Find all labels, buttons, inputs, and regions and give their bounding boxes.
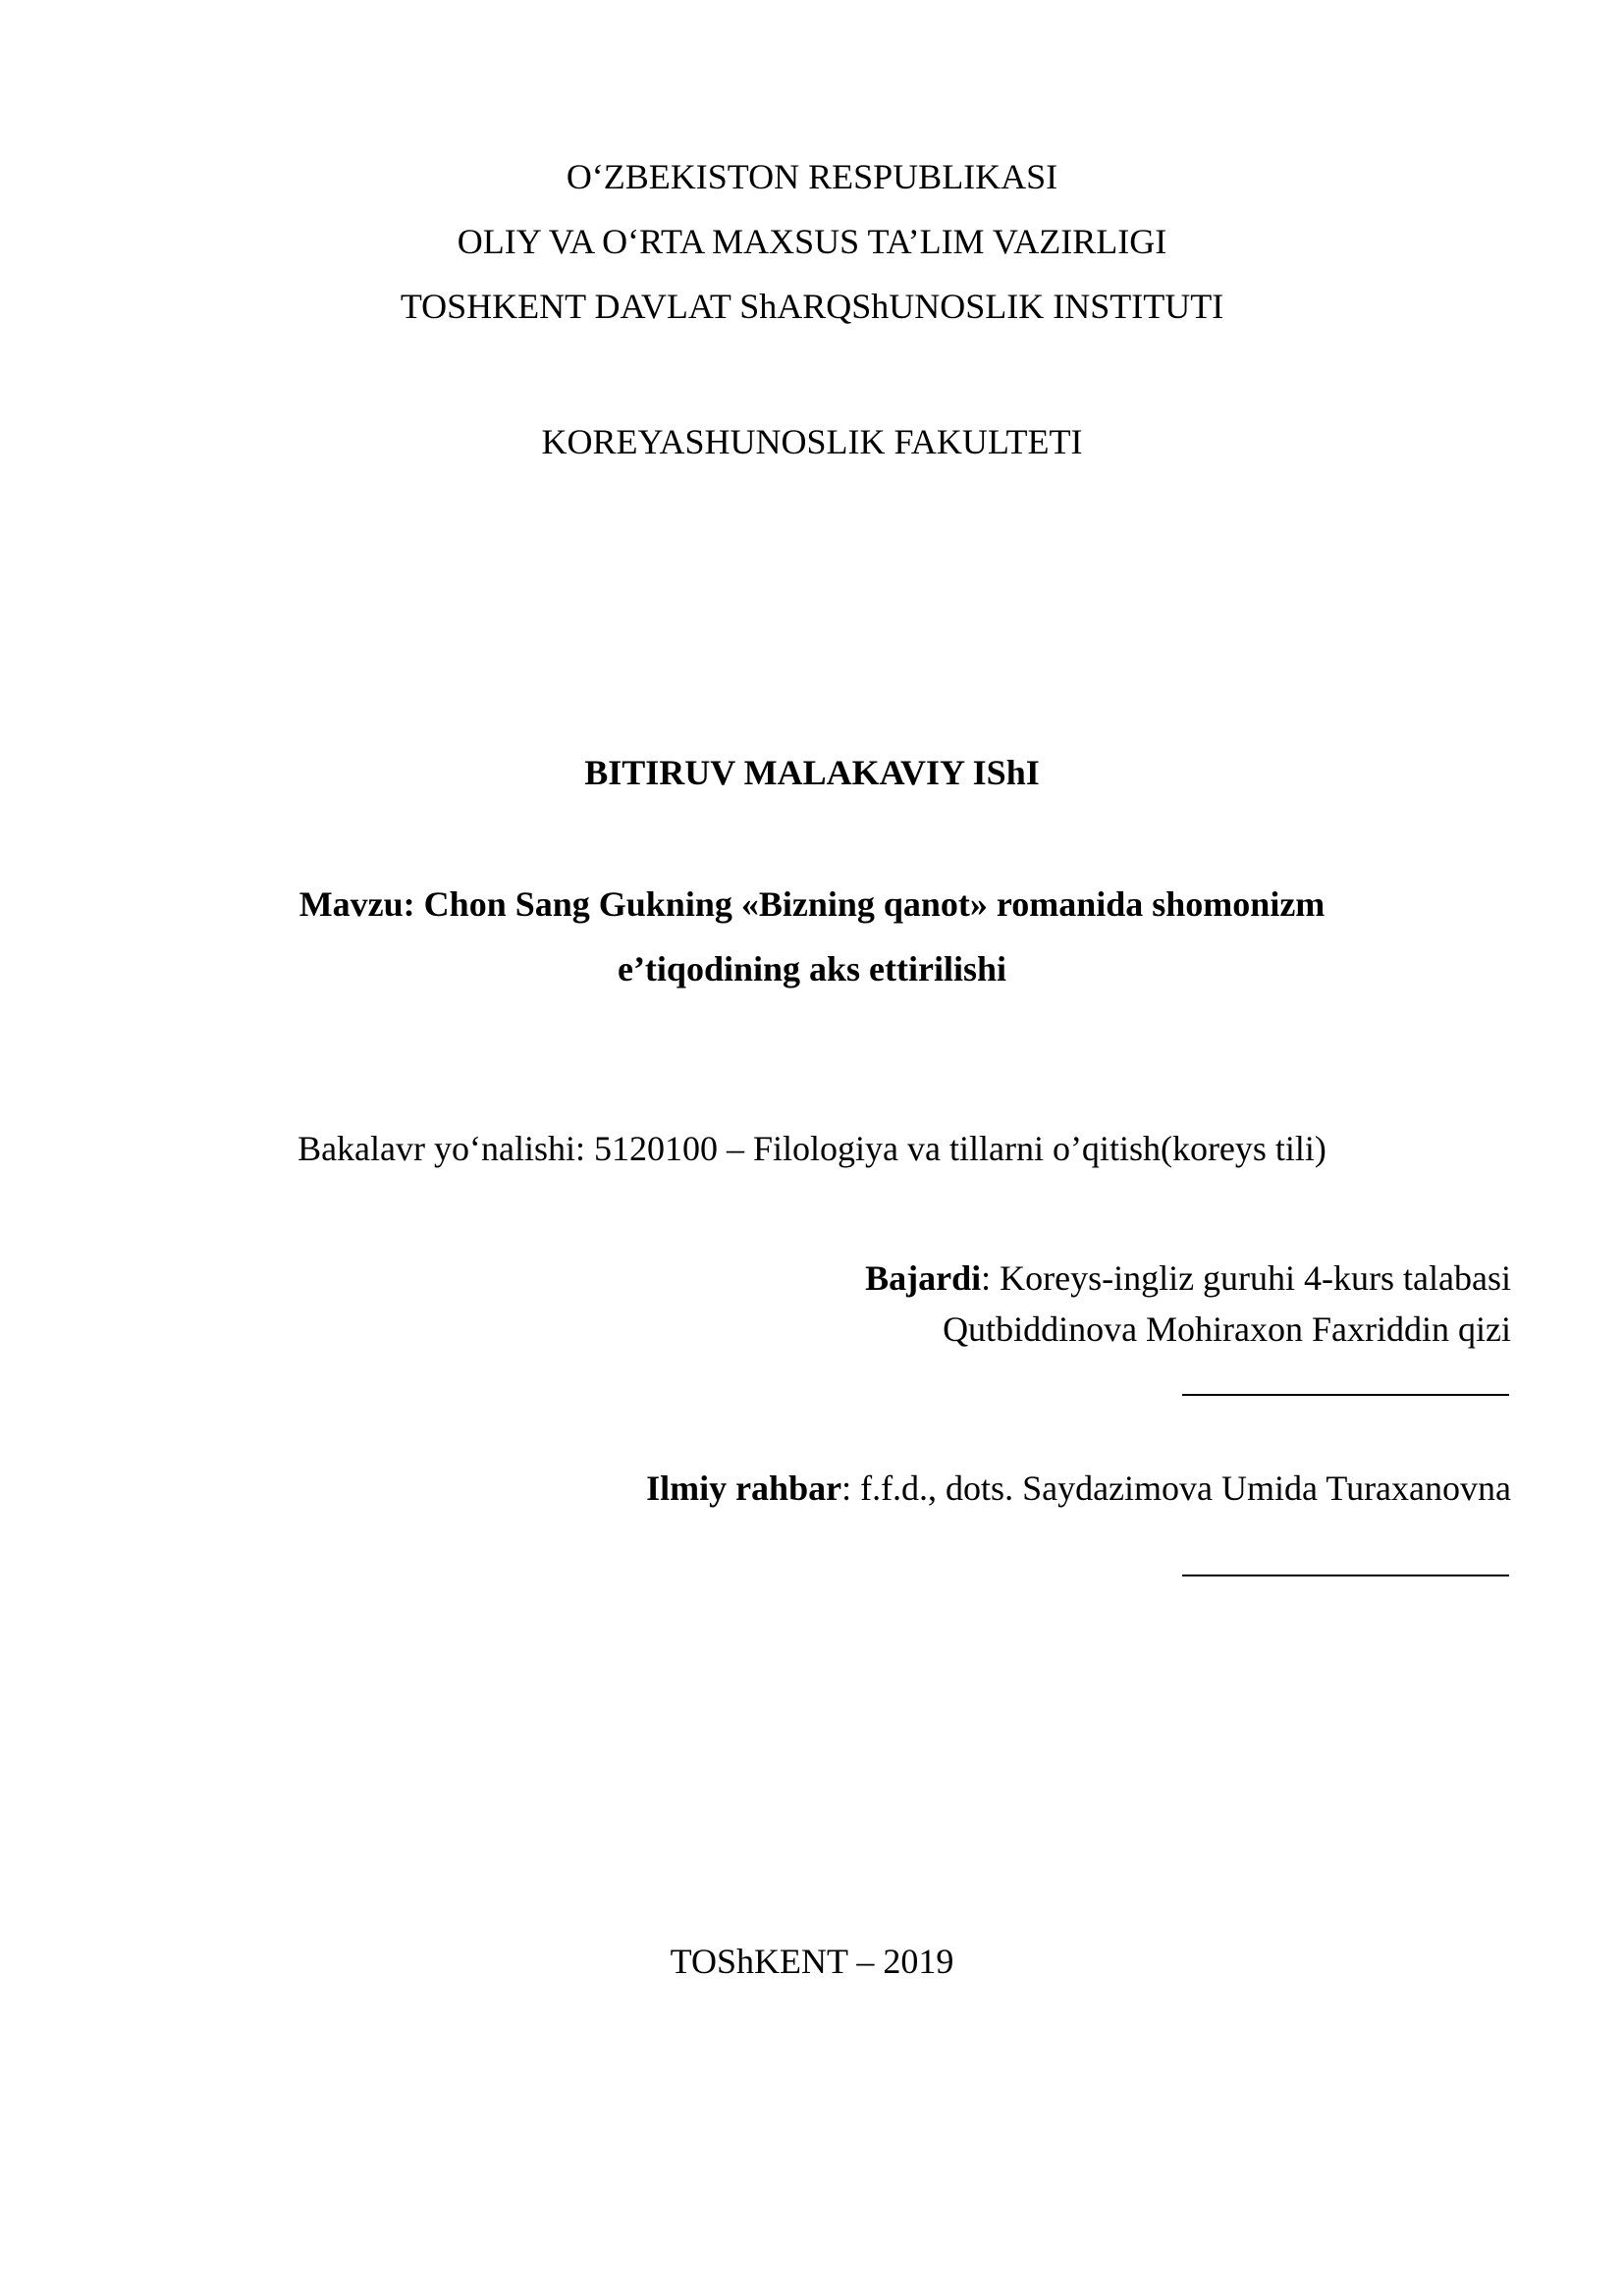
supervisor-signature-line <box>1182 1575 1509 1576</box>
institute-name: TOSHKENT DAVLAT ShARQShUNOSLIK INSTITUTI <box>400 287 1224 326</box>
topic-line-1: Mavzu: Chon Sang Gukning «Bizning qanot» romanida shomonizm <box>298 884 1326 924</box>
work-type-title: BITIRUV MALAKAVIY IShI <box>584 753 1040 792</box>
performer-text: : Koreys-ingliz guruhi 4-kurs talabasi <box>981 1258 1511 1298</box>
performer-name: Qutbiddinova Mohiraxon Faxriddin qizi <box>943 1309 1511 1349</box>
topic-line-2: e’tiqodining aks ettirilishi <box>617 949 1007 988</box>
supervisor-label: Ilmiy rahbar <box>646 1468 842 1508</box>
degree-direction: Bakalavr yo‘nalishi: 5120100 – Filologiya va tillarni o’qitish(koreys tili) <box>298 1129 1326 1168</box>
performer-line <box>865 1256 1511 1300</box>
faculty-name: KOREYASHUNOSLIK FAKULTETI <box>541 422 1083 461</box>
performer-signature-line <box>1182 1394 1509 1396</box>
supervisor-text: : f.f.d., dots. Saydazimova Umida Turaxanovna <box>841 1468 1511 1508</box>
ministry-republic: O‘ZBEKISTON RESPUBLIKASI <box>566 157 1058 196</box>
supervisor-line <box>646 1467 1511 1510</box>
performer-label: Bajardi <box>865 1258 982 1298</box>
city-year: TOShKENT – 2019 <box>670 1942 954 1981</box>
ministry-name: OLIY VA O‘RTA MAXSUS TA’LIM VAZIRLIGI <box>457 222 1167 261</box>
